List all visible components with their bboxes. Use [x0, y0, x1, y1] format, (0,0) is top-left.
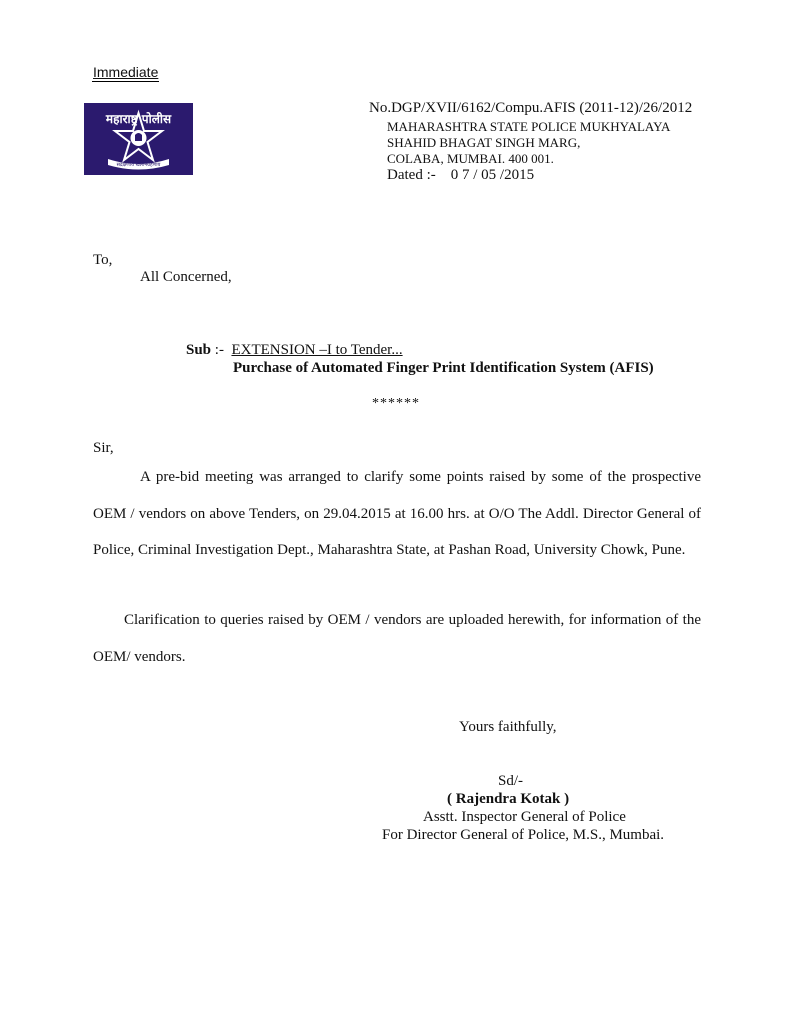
logo-top-text: महाराष्ट्र पोलीस: [105, 112, 172, 126]
signatory-designation: Asstt. Inspector General of Police: [423, 809, 626, 825]
subject-text: EXTENSION –I to Tender...: [231, 342, 403, 358]
priority-label: Immediate: [93, 64, 159, 80]
to-label: To,: [93, 252, 113, 268]
reference-number: No.DGP/XVII/6162/Compu.AFIS (2011-12)/26/2012: [369, 100, 693, 116]
address-line-3: COLABA, MUMBAI. 400 001.: [387, 151, 554, 166]
signed-mark: Sd/-: [498, 773, 524, 789]
subject-line: [186, 342, 403, 359]
separator-stars: ******: [372, 396, 420, 411]
address-line-2: SHAHID BHAGAT SINGH MARG,: [387, 135, 581, 150]
subject-separator: :-: [211, 342, 232, 358]
signatory-for-line: For Director General of Police, M.S., Mumbai.: [382, 827, 665, 843]
body-paragraph-2: Clarification to queries raised by OEM / vendors are uploaded herewith, for information of the OEM/ vendors.: [93, 612, 701, 665]
recipient: All Concerned,: [140, 269, 232, 285]
closing: Yours faithfully,: [459, 719, 557, 735]
address-line-1: MAHARASHTRA STATE POLICE MUKHYALAYA: [387, 119, 671, 134]
salutation: Sir,: [93, 440, 114, 456]
body-paragraph-1: A pre-bid meeting was arranged to clarify some points raised by some of the prospective OEM / vendors on above Tenders, on 29.04.2015 at 16.00 hrs. at O/O The Addl. Director General of Police, Criminal Investigation Dept., Maharashtra State, at Pashan Road, University Chowk, Pune.: [93, 469, 701, 558]
subject-prefix: Sub: [186, 342, 212, 358]
logo-motto: सद्रक्षणाय खलनिग्रहणाय: [116, 162, 161, 168]
subject-title: Purchase of Automated Finger Print Identification System (AFIS): [233, 360, 654, 376]
signatory-name: ( Rajendra Kotak ): [447, 791, 570, 807]
maharashtra-police-emblem-icon: [84, 103, 193, 175]
date-line: Dated :- 0 7 / 05 /2015: [387, 167, 535, 183]
police-logo: [84, 103, 193, 175]
